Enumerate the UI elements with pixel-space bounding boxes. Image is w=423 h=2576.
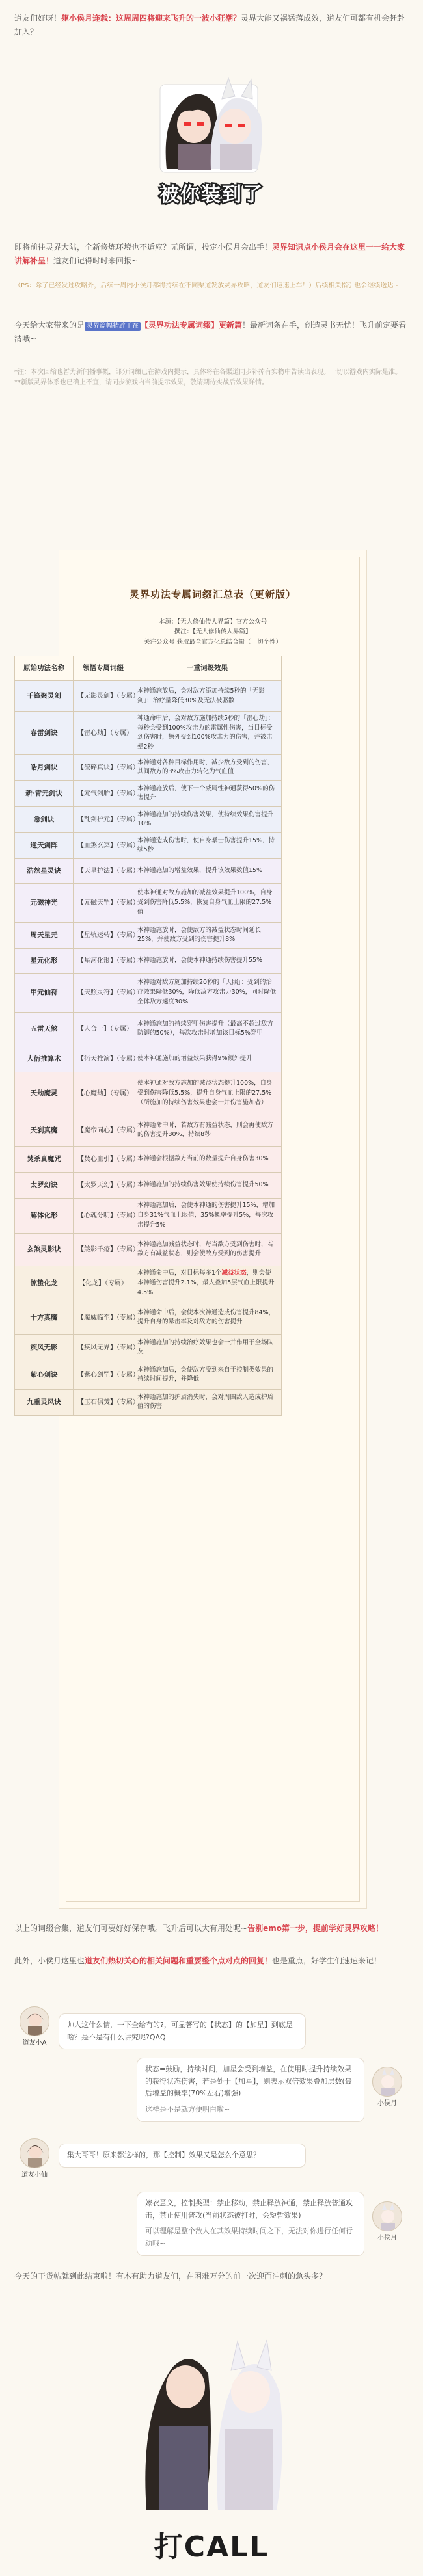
table-row [15, 1115, 282, 1146]
table-row [15, 832, 282, 858]
table-row [15, 1198, 282, 1233]
effect-cell: 本神通施放后，使下一个威属性神通获得50%的伤害提升 [133, 780, 282, 806]
chat-message-4: 嫁衣意义，控制类型：禁止移动，禁止释放神通，禁止释放普通攻击，禁止使用普攻(当前状态被打时，会短暂效果) 可以理解是整个敌人在其效果持续时间之下，无法对你进行任何行动哦~ [137, 2192, 364, 2256]
skill-name-cell: 解体化形 [15, 1198, 74, 1233]
affix-cell: 【星轨运转】（专属） [74, 922, 133, 948]
skill-table [14, 656, 282, 1416]
skill-name-cell: 春雷剑诀 [15, 712, 74, 755]
effect-cell: 本神通施放时，会使本神通持续伤害提升55% [133, 948, 282, 973]
skill-name-cell: 五雷天煞 [15, 1012, 74, 1046]
effect-cell: 本神通施加的持续伤害效果，使持续效果伤害提升10% [133, 806, 282, 832]
skill-name-cell: 急剑诀 [15, 806, 74, 832]
ending-paragraph: 今天的干货帖就到此结束啦！有木有助力道友们，在困难万分的前一次迎面冲刺的急头多？ [14, 2272, 327, 2281]
skill-name-cell: 疾风无影 [15, 1334, 74, 1361]
col-header-skill: 原始功法名称 [15, 656, 74, 681]
footnote-1: *注：本次回缩也暂为新闻播事概，部分词缀已在游戏内提示，具体将在各渠道同步补掉有实物中告读出表现。一切以游戏内实际是准。 [14, 369, 402, 376]
skill-name-cell: 元磁神光 [15, 883, 74, 922]
affix-cell: 【心魔劫】（专属） [74, 1072, 133, 1115]
table-row [15, 1012, 282, 1046]
meme-sticker [141, 72, 282, 208]
skill-name-cell: 十方真魔 [15, 1301, 74, 1334]
table-row [15, 922, 282, 948]
table-row [15, 681, 282, 712]
affix-cell: 【魔威临至】（专属） [74, 1301, 133, 1334]
effect-cell: 本神通施加的持续穿甲伤害提升（最高不超过敌方防御的50%），每次攻击时增加该目标5%穿甲 [133, 1012, 282, 1046]
table-row [15, 1072, 282, 1115]
affix-cell: 【魔帝同心】（专属） [74, 1115, 133, 1146]
effect-cell: 本神通造成伤害时，使自身暴击伤害提升15%，持续5秒 [133, 832, 282, 858]
table-row [15, 973, 282, 1012]
affix-cell: 【太罗天幻】（专属） [74, 1172, 133, 1198]
skill-name-cell: 玄煞灵影诀 [15, 1233, 74, 1266]
table-row [15, 1334, 282, 1361]
effect-cell: 本神通施加后，会使本神通的伤害提升15%，增加自身31%气血上限值，35%概率提升5%，每次攻击提升5% [133, 1198, 282, 1233]
skill-name-cell: 新·青元剑诀 [15, 780, 74, 806]
chat-name-3: 道友小仙 [21, 2171, 48, 2179]
outro-paragraph-2: 此外，小侯月这里也道友们热切关心的相关问题和重要整个点对点的回复！也是重点，好学生们速速来记！ [14, 1956, 382, 1965]
table-row [15, 1233, 282, 1266]
affix-cell: 【疾风无界】（专属） [74, 1334, 133, 1361]
effect-cell: 本神通施加的持续治疗效果也会一并作用于全场队友 [133, 1334, 282, 1361]
skill-name-cell: 大衍推算术 [15, 1046, 74, 1072]
effect-cell: 使本神通施加的增益效果获得9%额外提升 [133, 1046, 282, 1072]
affix-cell: 【衍天推演】（专属） [74, 1046, 133, 1072]
affix-cell: 【流碎真诀】（专属） [74, 754, 133, 780]
col-header-effect: 一重词缀效果 [133, 656, 282, 681]
table-row [15, 1266, 282, 1301]
effect-cell: 本神通命中后，对目标每多1个减益状态，则会使本神通伤害提升2.1%，最大叠加5层气血上限提升4.5% [133, 1266, 282, 1301]
table-row [15, 1146, 282, 1172]
avatar-daoyou-xian [20, 2138, 49, 2168]
col-header-affix: 领悟专属词缀 [74, 656, 133, 681]
affix-cell: 【天星护法】（专属） [74, 858, 133, 883]
table-row [15, 1301, 282, 1334]
table-row [15, 1389, 282, 1415]
effect-cell: 本神通施放后，会对敌方添加持续5秒的「无影剑」：治疗量降低30%及无法被驱散 [133, 681, 282, 712]
effect-cell: 神通命中后，会对敌方施加持续5秒的「雷心劫」：每秒会受到100%攻击力的雷属性伤害，当目标受到伤害时，额外受到100%攻击力的伤害，并被击晕2秒 [133, 712, 282, 755]
chat-name-1: 道友小A [22, 2039, 47, 2047]
chat-message-3: 集大哥哥！原来都这样的，那【控制】效果又是怎么个意思？ [59, 2144, 306, 2168]
table-row [15, 948, 282, 973]
affix-cell: 【煞影千疮】（专属） [74, 1233, 133, 1266]
effect-cell: 本神通命中时，若敌方有减益状态，则会再使敌方的伤害提升30%，持续8秒 [133, 1115, 282, 1146]
effect-cell: 本神通施加后，会使敌方受到来自于控制类效果的持续时间提升，并降低 [133, 1361, 282, 1389]
skill-name-cell: 天刹真魔 [15, 1115, 74, 1146]
table-row [15, 806, 282, 832]
affix-cell: 【化龙】（专属） [74, 1266, 133, 1301]
affix-cell: 【乱剑护元】（专属） [74, 806, 133, 832]
intro-paragraph-3: 今天给大家带来的是 灵界篇幅精辟于在 【灵界功法专属词缀】更新篇！最新词条在手，创造灵书无忧！飞升前定要看清哦~ [14, 321, 407, 343]
skill-name-cell: 太罗幻诀 [15, 1172, 74, 1198]
skill-name-cell: 皓月剑诀 [15, 754, 74, 780]
table-subtitle: 本源：【无人修仙传人界篇】官方公众号 撰注：【无人修仙传人界篇】 关注公众号 获取最全官方化总结合辑（一切个性） [143, 618, 282, 646]
table-row [15, 883, 282, 922]
chat-message-2: 状态=鼓励，持续时间，加星会受到增益，在使用时提升持续效果的获得状态伤害，若是处于【加星】，则表示双倍效果叠加层数(最后增益的概率(70%左右)增强) 这样是不是就方便明白啦~ [137, 2058, 364, 2122]
skill-name-cell: 九重灵风诀 [15, 1389, 74, 1415]
affix-cell: 【元磁天罡】（专属） [74, 883, 133, 922]
skill-name-cell: 通天剑阵 [15, 832, 74, 858]
skill-name-cell: 千锋聚灵剑 [15, 681, 74, 712]
effect-emphasis: 减益状态 [221, 1269, 247, 1277]
effect-cell: 本神通施加的护盾消失时，会对周围敌人造成护盾值的伤害 [133, 1389, 282, 1415]
effect-cell: 本神通施加减益状态时，每当敌方受到伤害时，若敌方有减益状态，则会使敌方受到的伤害提升 [133, 1233, 282, 1266]
table-row [15, 1172, 282, 1198]
effect-cell: 使本神通对敌方施加的减益状态提升100%，自身受到伤害降低5.5%，提升自身气血上限的27.5%（所施加的持续伤害效果也会一并伤害施加者） [133, 1072, 282, 1115]
skill-name-cell: 焚杀真魔咒 [15, 1146, 74, 1172]
chat-message-1: 帅人这什么情，一下全给有的?，可显著写的【状态】的【加星】到底是啥？是不是有什么讲究呢?QAQ [59, 2013, 306, 2049]
effect-cell: 本神通施加的持续伤害效果使持续伤害提升50% [133, 1172, 282, 1198]
ps-note: （PS：除了已经发过攻略外，后续一周内小侯月都将持续在不同渠道发放灵界攻略，道友们速速上车！）后续相关指引也会继续送达~ [14, 282, 399, 289]
effect-cell: 本神通命中后，会使本次神通造成伤害提升84%，提升自身的暴击率及对敌方的伤害提升 [133, 1301, 282, 1334]
effect-cell: 本神通施放时，会使敌方的减益状态时间延长25%，并使敌方受到的伤害提升8% [133, 922, 282, 948]
footnote-2: **新版灵界体系也已确上不宜，请同步游戏内当前提示效果，敬请期待实战后效果详情。 [14, 379, 268, 386]
affix-cell: 【元气剑胎】（专属） [74, 780, 133, 806]
chat-name-2: 小侯月 [377, 2100, 397, 2107]
affix-cell: 【星河化形】（专属） [74, 948, 133, 973]
table-row [15, 712, 282, 755]
effect-cell: 本神通施加的增益效果，提升该效果数值15% [133, 858, 282, 883]
effect-cell: 本神通对敌方施加持续20秒的「天照」：受到的治疗效果降低30%，降低敌方攻击力30%，同时降低全体敌方速度30% [133, 973, 282, 1012]
skill-name-cell: 甲元仙符 [15, 973, 74, 1012]
affix-cell: 【天照灵符】（专属） [74, 973, 133, 1012]
affix-cell: 【人合一】（专属） [74, 1012, 133, 1046]
affix-cell: 【雷心劫】（专属） [74, 712, 133, 755]
table-row [15, 754, 282, 780]
skill-name-cell: 惊蛰化龙 [15, 1266, 74, 1301]
effect-cell: 使本神通对敌方施加的减益效果提升100%，自身受到伤害降低5.5%，恢复自身气血上限的27.5%值 [133, 883, 282, 922]
ending-sticker [127, 2315, 296, 2562]
skill-name-cell: 天劫魔灵 [15, 1072, 74, 1115]
sticker-caption: 被你装到了 [159, 183, 264, 206]
table-title: 灵界功法专属词缀汇总表（更新版） [129, 589, 296, 600]
chat-name-4: 小侯月 [377, 2235, 397, 2242]
ending-caption: 打CALL [154, 2530, 269, 2564]
affix-cell: 【紫心剑罡】（专属） [74, 1361, 133, 1389]
avatar-xiaohouyue-2 [372, 2201, 402, 2231]
skill-name-cell: 星元化形 [15, 948, 74, 973]
table-row [15, 858, 282, 883]
skill-name-cell: 紫心剑诀 [15, 1361, 74, 1389]
affix-cell: 【无影灵剑】（专属） [74, 681, 133, 712]
affix-cell: 【心魂分明】（专属） [74, 1198, 133, 1233]
effect-cell: 本神通对各种目标作用时，减少敌方受到的伤害，其间敌方的3%攻击力转化为气血值 [133, 754, 282, 780]
affix-cell: 【焚心血引】（专属） [74, 1146, 133, 1172]
table-row [15, 1046, 282, 1072]
skill-name-cell: 浩然星灵诀 [15, 858, 74, 883]
outro-paragraph-1: 以上的词缀合集，道友们可要好好保存哦。飞升后可以大有用处呢~告别emo第一步，提前学好灵界攻略！ [14, 1924, 383, 1933]
affix-cell: 【玉石俱焚】（专属） [74, 1389, 133, 1415]
effect-cell: 本神通会根据敌方当前的数量提升自身伤害30% [133, 1146, 282, 1172]
avatar-daoyou-a [20, 2006, 49, 2036]
table-row [15, 1361, 282, 1389]
intro-paragraph-1: 道友们好呀！躯小侯月连载：这周周四将迎来飞升的一波小狂潮？灵界大能又祸猛落成效，道友们可都有机会赶赴加入？ [14, 14, 405, 36]
affix-cell: 【血煞玄冥】（专属） [74, 832, 133, 858]
intro-paragraph-2: 即将前往灵界大陆，全新修炼环境也不适应？无所谓，投定小侯月会出手！灵界知识点小侯月会在这里一一给大家讲解补呈！道友们记得时时来回报~ [14, 243, 405, 265]
skill-name-cell: 周天星元 [15, 922, 74, 948]
table-row [15, 780, 282, 806]
avatar-xiaohouyue [372, 2067, 402, 2097]
